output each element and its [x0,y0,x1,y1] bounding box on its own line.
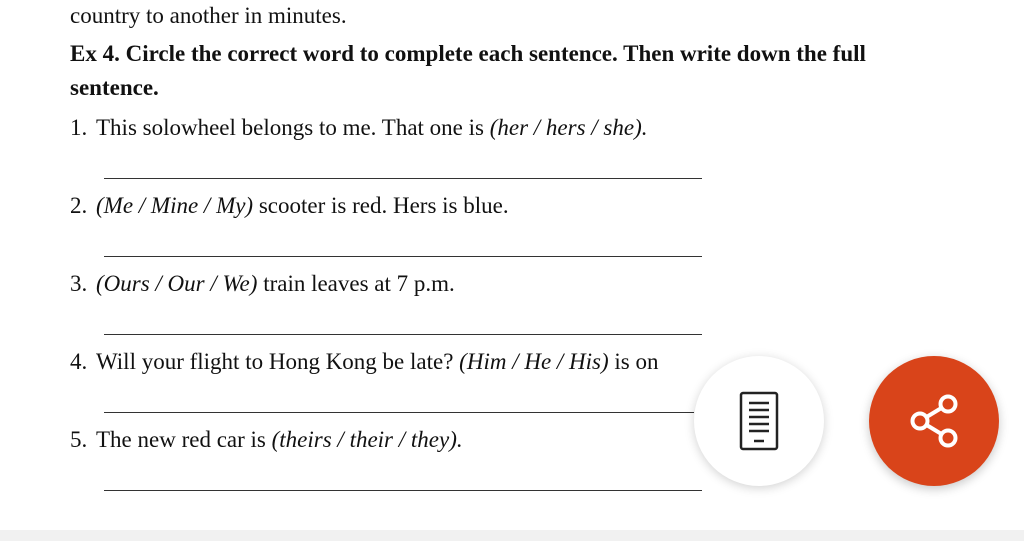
item-text-before: The new red car is [96,427,272,452]
item-text-after: is on [608,349,659,374]
item-options: (Him / He / His) [459,349,609,374]
item-options: (Me / Mine / My) [96,193,254,218]
previous-text: country to another in minutes. [70,3,347,28]
item-number: 5. [70,427,88,452]
share-button[interactable] [869,356,999,486]
exercise-title-line2: sentence. [70,75,159,100]
list-item [70,348,659,376]
item-text-before: Will your flight to Hong Kong be late? [96,349,460,374]
document-button[interactable] [694,356,824,486]
share-icon [902,389,966,453]
list-item [70,426,463,454]
answer-line [104,256,702,257]
item-options: (her / hers / she). [489,115,648,140]
answer-line [104,178,702,179]
document-list-icon [739,391,779,451]
item-number: 4. [70,349,88,374]
list-item [70,114,648,142]
list-item [70,270,455,298]
item-text-after: train leaves at 7 p.m. [257,271,455,296]
bottom-bar [0,530,1024,541]
item-number: 2. [70,193,88,218]
item-options: (Ours / Our / We) [96,271,258,296]
item-number: 1. [70,115,88,140]
answer-line [104,412,694,413]
exercise-title-line1: Ex 4. Circle the correct word to complete each sentence. Then write down the full [70,41,866,66]
answer-line [104,334,702,335]
item-text-after: scooter is red. Hers is blue. [253,193,509,218]
exercise-title [70,37,990,105]
item-options: (theirs / their / they). [271,427,463,452]
item-number: 3. [70,271,88,296]
list-item [70,192,509,220]
item-text-before: This solowheel belongs to me. That one is [96,115,490,140]
answer-line [104,490,702,491]
